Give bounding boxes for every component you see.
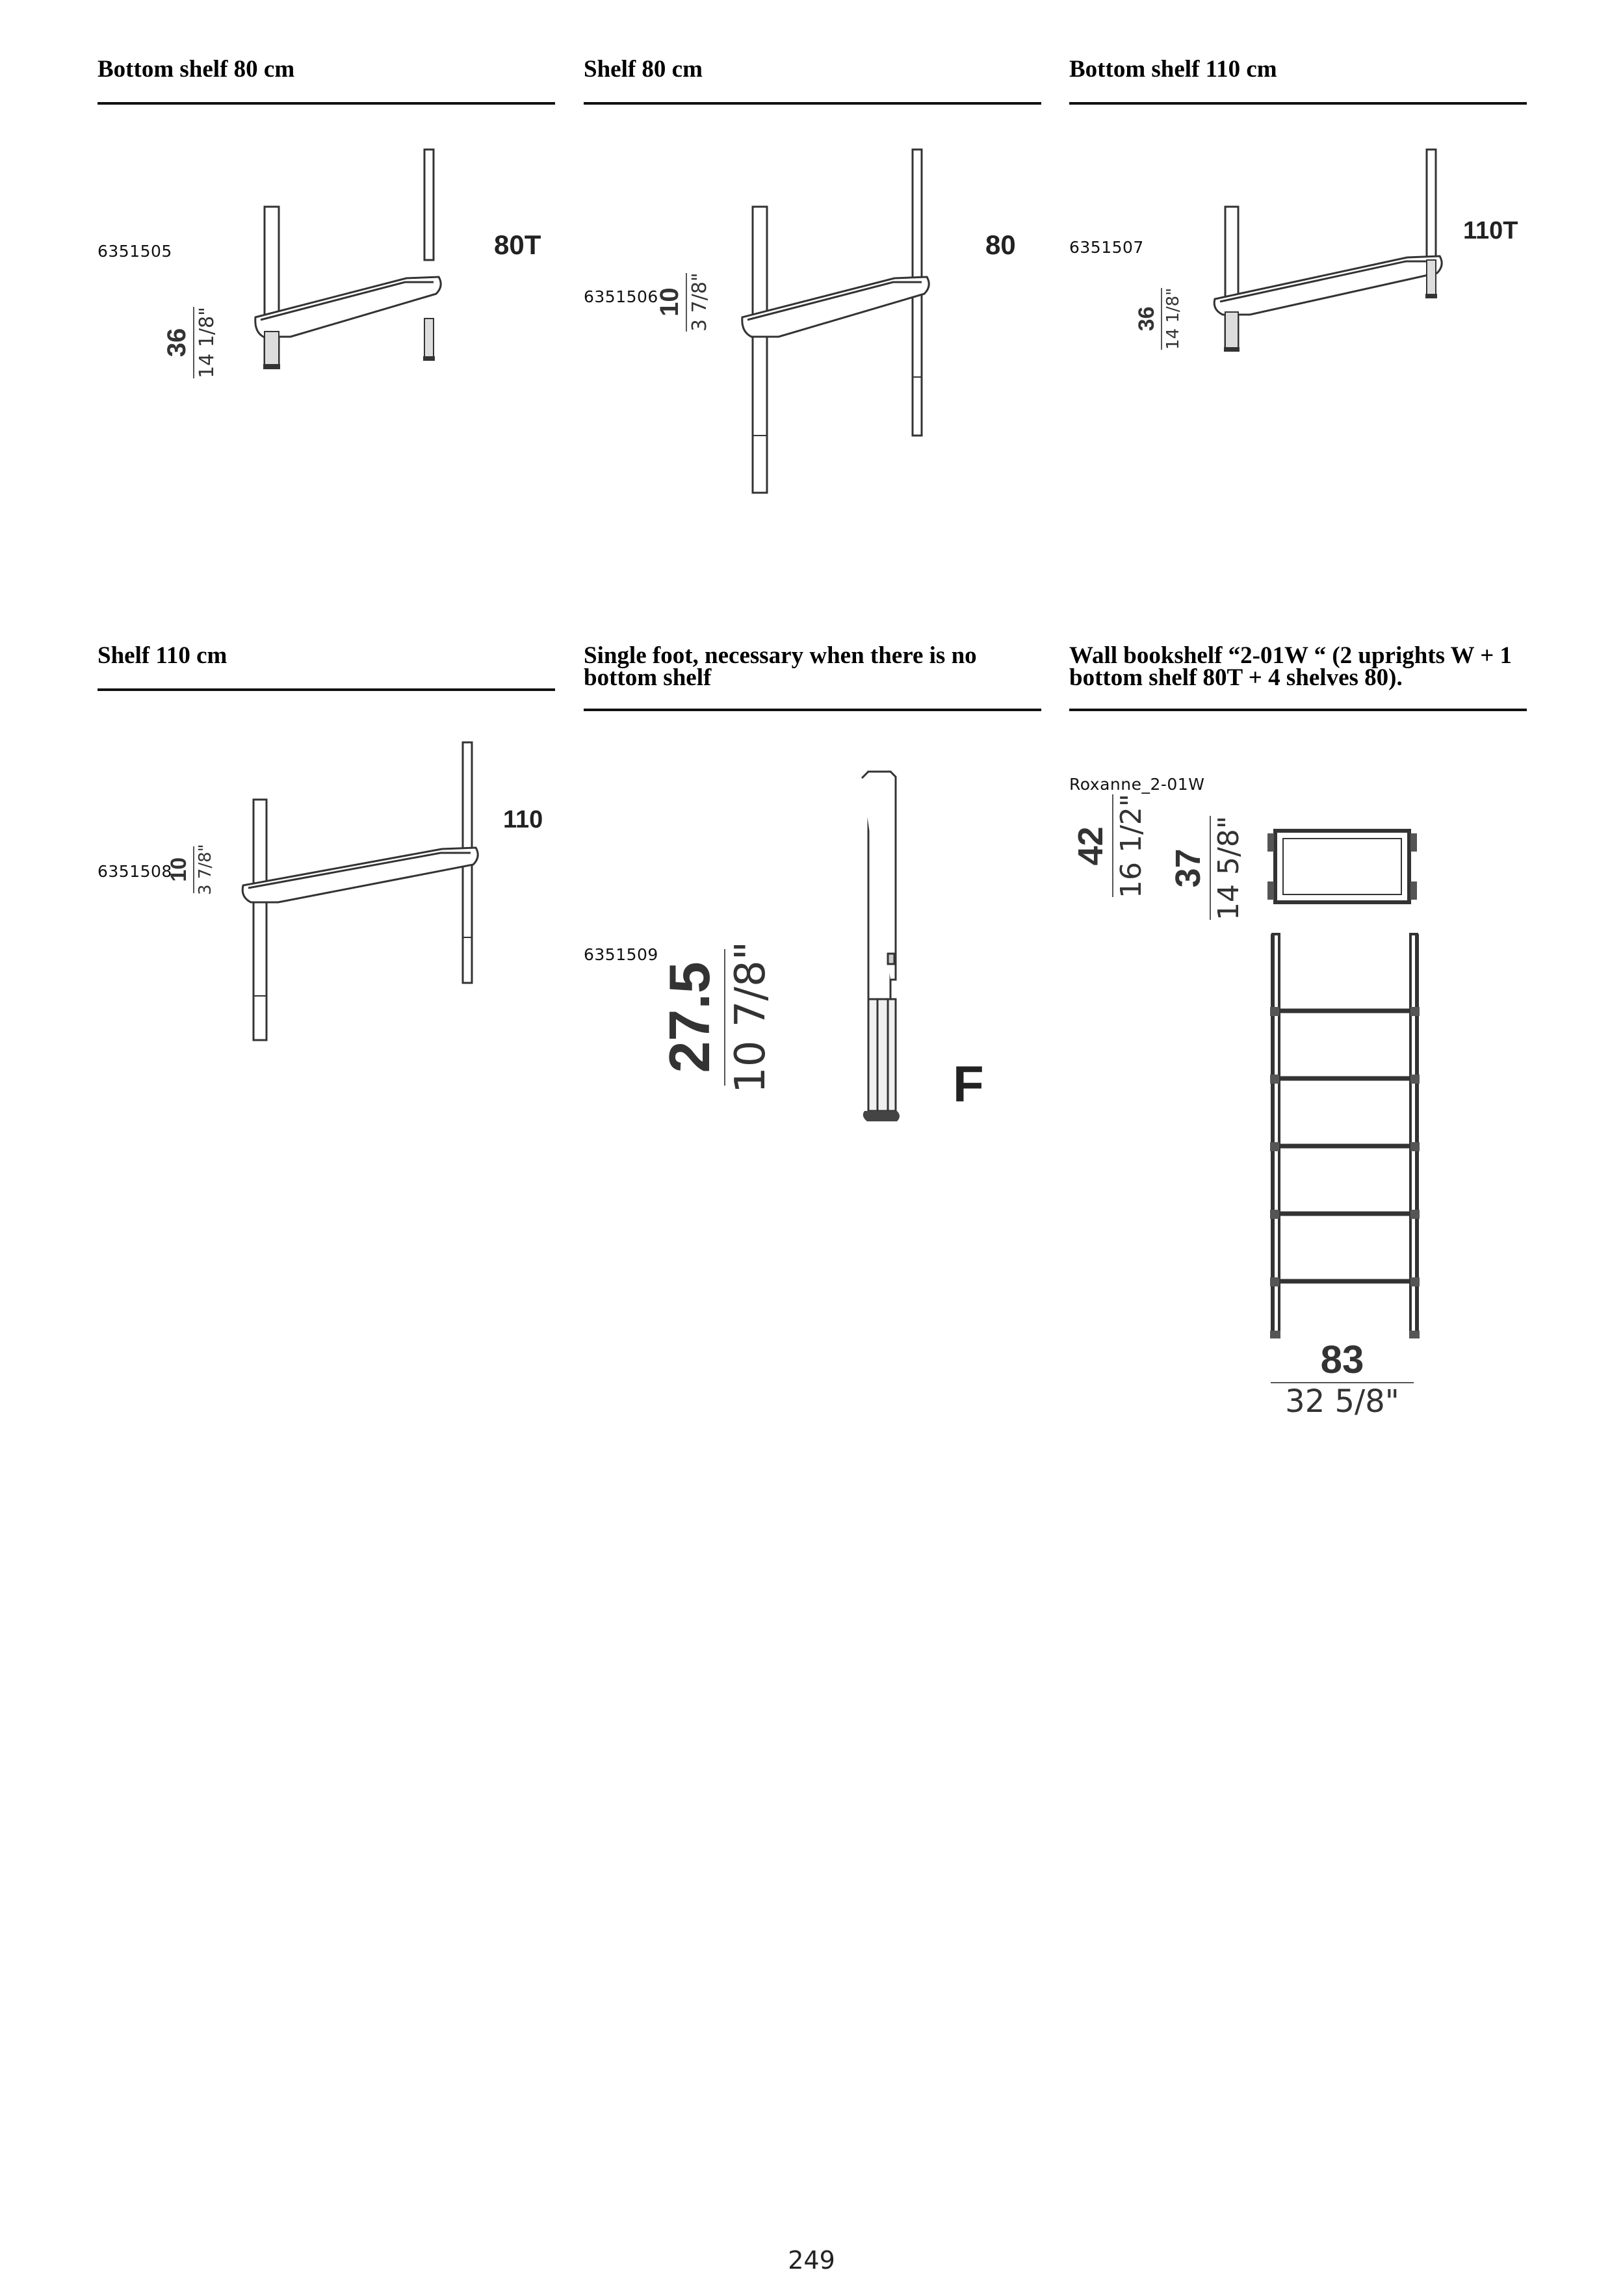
dim-cm: 42 bbox=[1071, 826, 1110, 866]
shelf-drawing bbox=[234, 742, 507, 1054]
height-dimension bbox=[1071, 794, 1148, 898]
depth-dimension bbox=[1168, 816, 1245, 920]
dim-cm: 10 bbox=[166, 857, 191, 882]
product-title: Bottom shelf 80 cm bbox=[97, 56, 295, 83]
dim-cm: 27.5 bbox=[657, 961, 721, 1073]
foot-drawing bbox=[855, 765, 920, 1129]
dim-cm: 36 bbox=[162, 328, 191, 358]
width-dimension bbox=[1264, 1340, 1420, 1418]
dim-in: 3 7/8" bbox=[688, 272, 711, 332]
depth-dimension bbox=[162, 307, 218, 378]
dim-cm: 36 bbox=[1134, 306, 1159, 332]
product-title: Bottom shelf 110 cm bbox=[1069, 56, 1277, 83]
product-shelf-110 bbox=[97, 638, 555, 1223]
foot-label: F bbox=[953, 1055, 984, 1112]
product-code: 6351507 bbox=[1069, 238, 1144, 257]
title-rule bbox=[1069, 709, 1527, 711]
bookshelf-top-view bbox=[1267, 827, 1423, 905]
bookshelf-front-view bbox=[1267, 934, 1423, 1350]
product-title: Shelf 110 cm bbox=[97, 642, 227, 669]
depth-dimension bbox=[655, 272, 711, 332]
dim-cm: 83 bbox=[1320, 1338, 1364, 1381]
title-rule bbox=[584, 102, 1041, 105]
dim-cm: 37 bbox=[1169, 848, 1208, 888]
shelf-label: 80T bbox=[494, 229, 541, 260]
product-shelf-80 bbox=[584, 52, 1041, 637]
page-number: 249 bbox=[788, 2246, 835, 2275]
product-wall-bookshelf bbox=[1069, 638, 1527, 1451]
dim-in: 14 1/8" bbox=[1163, 287, 1183, 350]
product-code: 6351509 bbox=[584, 945, 658, 964]
depth-dimension bbox=[1134, 288, 1183, 350]
dim-cm: 10 bbox=[655, 287, 684, 317]
title-rule bbox=[584, 709, 1041, 711]
shelf-label: 110 bbox=[503, 806, 543, 833]
dim-in: 14 5/8" bbox=[1212, 815, 1245, 920]
shelf-drawing bbox=[733, 150, 967, 514]
dim-in: 14 1/8" bbox=[196, 307, 218, 378]
dim-in: 10 7/8" bbox=[727, 941, 775, 1093]
dim-in: 16 1/2" bbox=[1115, 793, 1148, 898]
depth-dimension bbox=[166, 844, 215, 895]
shelf-drawing bbox=[244, 150, 478, 384]
height-dimension bbox=[656, 941, 775, 1093]
dim-in: 32 5/8" bbox=[1285, 1383, 1399, 1420]
product-bottom-shelf-110 bbox=[1069, 52, 1527, 637]
product-code: 6351506 bbox=[584, 287, 658, 306]
title-rule bbox=[1069, 102, 1527, 105]
title-rule bbox=[97, 688, 555, 691]
shelf-label: 110T bbox=[1463, 217, 1518, 244]
shelf-drawing bbox=[1206, 150, 1466, 364]
product-bottom-shelf-80 bbox=[97, 52, 555, 637]
product-code: 6351505 bbox=[97, 242, 172, 261]
product-code: Roxanne_2-01W bbox=[1069, 775, 1205, 794]
product-title: Wall bookshelf “2-01W “ (2 uprights W + 1 bottom shelf 80T + 4 shelves 80). bbox=[1069, 642, 1513, 691]
dim-in: 3 7/8" bbox=[196, 844, 215, 895]
title-rule bbox=[97, 102, 555, 105]
product-title: Shelf 80 cm bbox=[584, 56, 703, 83]
shelf-label: 80 bbox=[985, 229, 1016, 260]
product-title: Single foot, necessary when there is no bottom shelf bbox=[584, 642, 977, 691]
product-code: 6351508 bbox=[97, 862, 172, 881]
product-single-foot bbox=[584, 638, 1041, 1223]
